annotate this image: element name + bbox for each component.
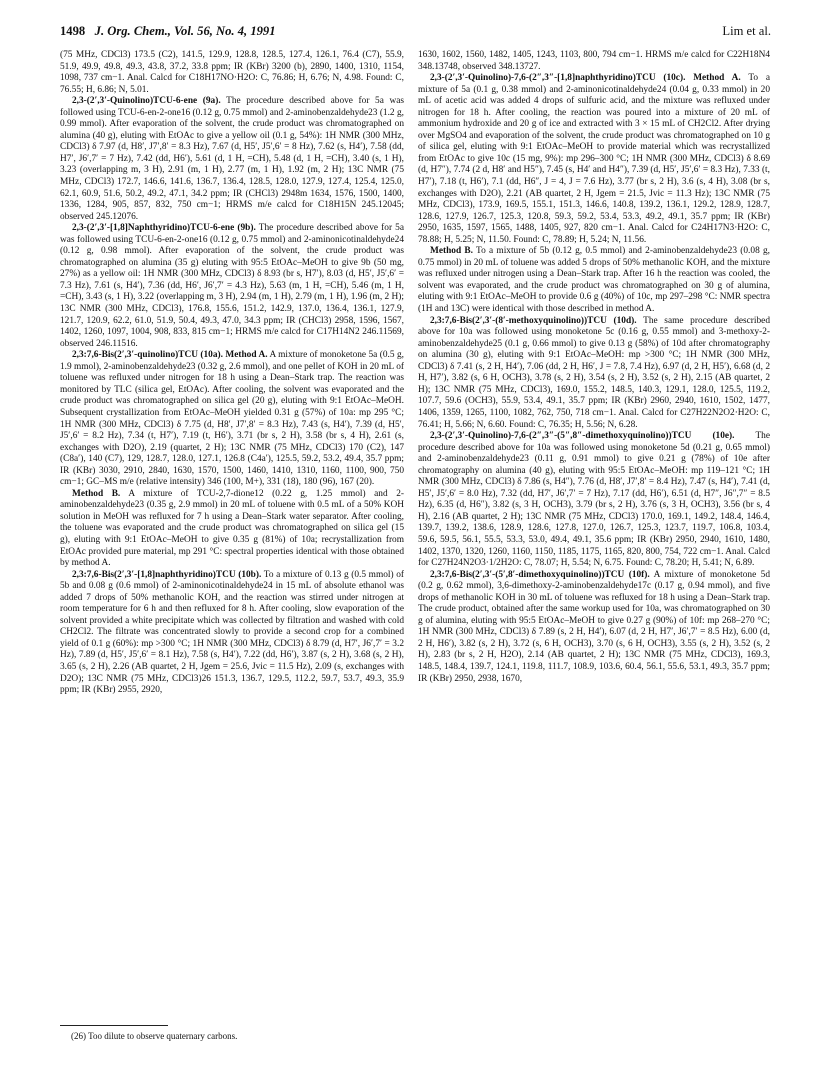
paragraph-text: To a mixture of 0.13 g (0.5 mmol) of 5b and 0.08 g (0.6 mmol) of 2-aminonicotinaldehyde24 in 15 mL of absolute ethanol was added 7 drops of 50% methanolic KOH, and the reaction was stirred under nitrogen at room temperature for 6 h and then refluxed for 8 h. After cooling, slow evaporation of the solvent provided a white precipitate which was collected by filtration and washed with cold CH2Cl2. The filtrate was concentrated slowly to provide a second crop for a combined yield of 0.1 g (60%): mp >300 °C; 1H NMR (300 MHz, CDCl3) δ 8.79 (d, H7′, J6′,7′ = 3.2 Hz), 7.89 (d, H5′, J5′,6′ = 8.1 Hz), 7.58 (s, H4′), 7.22 (dd, H6′), 3.87 (s, 2 H), 3.68 (s, 2 H), 3.65 (s, 2 H), 2.26 (AB quartet, 2 H, Jgem = 25.6, Jvic = 11.5 Hz), 2.09 (s, exchanges with D2O); 13C NMR (75 MHz, CDCl3)26 151.3, 136.7, 129.5, 112.2, 59.7, 53.7, 49.3, 35.9 ppm; IR (KBr) 2955, 2920, [60, 569, 405, 696]
page-number: 1498 [60, 24, 86, 38]
running-author: Lim et al. [722, 24, 771, 38]
footnote-divider [60, 1025, 168, 1026]
paragraph [418, 570, 770, 685]
paragraph-text: 1630, 1602, 1560, 1482, 1405, 1243, 1103, 800, 794 cm−1. HRMS m/e calcd for C22H18N4 348.13748, observed 348.13727. [418, 50, 770, 72]
paragraph-heading: 2,3:7,6-Bis(2′,3′-(8′-methoxyquinolino))TCU (10d). [430, 315, 637, 326]
paragraph [418, 50, 770, 73]
paragraph [60, 350, 404, 489]
paragraph-heading: Method B. [430, 246, 473, 257]
left-column [60, 50, 404, 697]
paragraph [60, 50, 404, 96]
paragraph-heading: 2,3:7,6-Bis(2′,3′-[1,8]naphthyridino)TCU (10b). [72, 569, 262, 580]
footnote: (26) Too dilute to observe quaternary carbons. [71, 1031, 238, 1041]
paragraph [60, 223, 404, 350]
paragraph [60, 570, 404, 697]
paragraph-text: (75 MHz, CDCl3) 173.5 (C2), 141.5, 129.9, 128.8, 128.5, 127.4, 126.1, 76.4 (C7), 55.9, 51.9, 49.9, 49.8, 49.3, 43.8, 37.2, 33.8 ppm; IR (KBr) 3200 (b), 2890, 1400, 1310, 1154, 1098, 737 cm−1. Anal. Calcd for C18H17NO·H2O: C, 76.86; H, 6.76; N, 4.98. Found: C, 76.55; H, 6.86; N, 5.01. [60, 50, 404, 95]
paragraph-text: The procedure described above for 10a was followed using monoketone 5d (0.21 g, 0.65 mmol) and 2-aminobenzaldehyde23 (0.11 g, 0.91 mmol) to give 0.21 g (78%) of 10e after chromatography on alumina (40 g), eluting with 95:5 EtOAc–MeOH: mp 119–121 °C; 1H NMR (300 MHz, CDCl3) δ 7.86 (s, H4″), 7.76 (d, H8′, J7′,8′ = 8.4 Hz), 7.47 (s, H4′), 7.41 (d, H5′, J5′,6′ = 8.0 Hz), 7.32 (dd, H7′, J6′,7′ = 7 Hz), 7.17 (dd, H6′), 6.51 (d, H7″, J6″,7″ = 8.5 Hz), 6.35 (d, H6″), 3.82 (s, 3 H, OCH3), 3.79 (br s, 2 H), 3.76 (s, 3 H, OCH3), 3.56 (br s, 4 H), 2.16 (AB quartet, 2 H); 13C NMR (75 MHz, CDCl3) 170.0, 169.1, 149.2, 148.4, 146.4, 139.7, 139.2, 138.6, 128.9, 128.6, 127.8, 127.0, 126.7, 125.3, 123.7, 119.7, 106.8, 103.4, 59.6, 59.5, 56.1, 55.5, 53.3, 53.0, 49.4, 49.1, 35.6 ppm; IR (KBr) 2950, 2940, 1610, 1480, 1402, 1370, 1320, 1260, 1160, 1150, 1185, 1175, 1165, 820, 800, 754, 722 cm−1. Anal. Calcd for C27H24N2O3·1/2H2O: C, 78.07; H, 5.54; N, 6.75. Found: C, 78.20; H, 5.41; N, 6.89. [418, 431, 770, 569]
right-column [418, 50, 770, 685]
paragraph [418, 246, 770, 315]
page-header [60, 24, 771, 42]
journal-citation: J. Org. Chem., Vol. 56, No. 4, 1991 [94, 24, 276, 38]
paragraph-heading: 2,3-(2′,3′-Quinolino)-7,6-(2″,3″-(5″,8″-dimethoxyquinolino))TCU (10e). [430, 431, 735, 442]
paragraph-text: The procedure described above for 5a was followed using TCU-6-en-2-one16 (0.12 g, 0.75 mmol) and 2-aminobenzaldehyde23 (1.2 g, 0.99 mmol). After evaporation of the solvent, the crude product was chromatographed on alumina (40 g), eluting with EtOAc to give a yellow oil (0.1 g, 54%): 1H NMR (300 MHz, CDCl3) δ 7.97 (d, H8′, J7′,8′ = 8.3 Hz), 7.67 (d, H5′, J5′,6′ = 8 Hz), 7.62 (s, H4′), 7.58 (dd, H7′, J6′,7′ = 7 Hz), 7.42 (dd, H6′), 5.61 (d, 1 H, =CH), 5.48 (d, 1 H, =CH), 3.40 (s, 1 H), 3.23 (overlapping m, 3 H), 2.91 (m, 1 H), 2.77 (m, 1 H), 1.92 (m, 2 H); 13C NMR (75 MHz, CDCl3) 172.7, 146.6, 141.6, 136.7, 136.4, 128.5, 128.0, 127.9, 127.4, 125.4, 125.0, 62.1, 60.9, 51.6, 50.2, 49.2, 47.1, 34.2 ppm; IR (CHCl3) 2948m 1634, 1576, 1500, 1400, 1336, 1284, 905, 857, 832, 750 cm−1; HRMS m/e calcd for C18H15N 245.12045; observed 245.12076. [60, 96, 405, 222]
paragraph-text: To a mixture of 5a (0.1 g, 0.38 mmol) and 2-aminonicotinaldehyde24 (0.04 g, 0.33 mmol) in 20 mL of acetic acid was added 4 drops of sulfuric acid, and the mixture was refluxed under nitrogen for 18 h. After cooling, the reaction was poured into a mixture of 20 mL of ammonium hydroxide and 20 g of ice and extracted with 3 × 15 mL of CH2Cl2. After drying over MgSO4 and evaporation of the solvent, the crude product was chromatographed on 10 g of silica gel, eluting with 9:1 EtOAc–MeOH to provide material which was recrystallized from EtOAc to give 10c (15 mg, 9%): mp 296–300 °C; 1H NMR (300 MHz, CDCl3) δ 8.69 (d, H7″), 7.74 (2 d, H8′ and H5″), 7.45 (s, H4′ and H4″), 7.39 (d, H5′, J5′,6′ = 8.3 Hz), 7.33 (t, H7′), 7.18 (t, H6′), 7.1 (dd, H6″, J = 4, J = 7.6 Hz), 3.77 (br s, 2 H), 3.6 (s, 4 H), 3.08 (br s, exchanges with D2O), 2.21 (AB quartet, 2 H, Jgem = 21.5, Jvic = 11.3 Hz); 13C NMR (75 MHz, CDCl3), 173.9, 169.5, 155.1, 151.3, 146.6, 140.8, 139.2, 136.1, 129.2, 128.9, 128.7, 128.6, 127.9, 126.7, 125.3, 120.8, 59.3, 59.2, 53.4, 53.3, 49.2, 49.1, 35.7 ppm; IR (KBr) 2950, 1635, 1597, 1565, 1488, 1405, 927, 820 cm−1. Anal. Calcd for C24H17N3·H2O: C, 78.88; H, 5.25; N, 11.50. Found: C, 78.89; H, 5.24; N, 11.56. [418, 73, 770, 245]
paragraph [60, 489, 404, 570]
paragraph-text: The same procedure described above for 10a was followed using monoketone 5c (0.16 g, 0.55 mmol) and 3-methoxy-2-aminobenzaldehyde25 (0.1 g, 0.66 mmol) to give 0.13 g (58%) of 10d after chromatography on alumina (30 g), eluting with 9:1 EtOAc–MeOH: mp >300 °C; 1H NMR (300 MHz, CDCl3) δ 7.41 (s, 2 H, H4′), 7.06 (dd, 2 H, H6′, J = 7.8, 7.4 Hz), 6.97 (d, 2 H, H5′), 6.68 (d, 2 H, H7′), 3.82 (s, 6 H, OCH3), 3.78 (s, 2 H), 3.54 (s, 2 H), 3.52 (s, 2 H), 2.15 (AB quartet, 2 H); 13C NMR (75 MHz, CDCl3), 169.0, 155.2, 148.5, 140.3, 129.1, 128.0, 125.5, 119.2, 107.7, 59.6 (OCH3), 55.9, 53.4, 49.1, 35.7 ppm; IR (KBr) 2960, 2940, 1610, 1502, 1477, 1406, 1359, 1265, 1100, 1082, 762, 750, 718 cm−1. Anal. Calcd for C27H22N2O2·H2O: C, 76.41; H, 5.66; N, 6.60. Found: C, 76.35; H, 5.56; N, 6.28. [418, 315, 770, 430]
paragraph [60, 96, 404, 223]
paragraph-heading: 2,3:7,6-Bis(2′,3′-quinolino)TCU (10a). Method A. [72, 350, 268, 361]
paragraph [418, 316, 770, 431]
paragraph-text: A mixture of TCU-2,7-dione12 (0.22 g, 1.25 mmol) and 2-aminobenzaldehyde23 (0.35 g, 2.9 mmol) in 20 mL of toluene with 0.5 mL of a 50% KOH solution in MeOH was refluxed for 7 h using a Dean–Stark water separator. After cooling, the toluene was evaporated and the crude product was chromatographed on silica gel (15 g), eluting with 9:1 EtOAc–MeOH to give 0.35 g (81%) of 10a; recrystallization from EtOAc provided pure material, mp 291 °C: spectral properties identical with those obtained by method A. [60, 488, 404, 569]
paragraph-text: The procedure described above for 5a was followed using TCU-6-en-2-one16 (0.12 g, 0.75 mmol) and 2-aminonicotinaldehyde24 (0.12 g, 0.98 mmol). After evaporation of the solvent, the crude product was chromatographed on alumina (35 g) eluting with 95:5 EtOAc–MeOH to give 9b (50 mg, 27%) as a yellow oil: 1H NMR (300 MHz, CDCl3) δ 8.93 (br s, H7′), 8.03 (d, H5′, J5′,6′ = 7.3 Hz), 7.61 (s, H4′), 7.36 (dd, H6′, J6′,7′ = 4.3 Hz), 5.63 (m, 1 H, =CH), 5.46 (m, 1 H, =CH), 3.43 (s, 1 H), 3.22 (overlapping m, 3 H), 2.94 (m, 1 H), 2.79 (m, 1 H), 1.96 (m, 2 H); 13C NMR (300 MHz, CDCl3), 176.8, 155.6, 151.2, 142.9, 137.0, 136.4, 136.1, 127.9, 121.7, 120.9, 62.2, 61.0, 51.9, 50.4, 49.3, 47.0, 34.3 ppm; IR (CHCl3) 2958, 1596, 1567, 1402, 1260, 1097, 1004, 908, 833, 815 cm−1; HRMS m/e calcd for C17H14N2 246.11569, observed 246.11516. [60, 223, 404, 349]
paragraph-heading: 2,3-(2′,3′-Quinolino)-7,6-(2″,3″-[1,8]naphthyridino)TCU (10c). Method A. [430, 73, 741, 84]
paragraph-text: A mixture of monoketone 5a (0.5 g, 1.9 mmol), 2-aminobenzaldehyde23 (0.32 g, 2.6 mmol), and one pellet of KOH in 20 mL of toluene was refluxed under nitrogen for 18 h using a Dean–Stark trap. The reaction was monitored by TLC (silica gel, EtOAc). After cooling, the solvent was evaporated and the crude product was chromatographed on silica gel (20 g), eluting with 9:1 EtOAc–MeOH. Subsequent crystallization from EtOAc–MeOH yielded 0.31 g (57%) of 10a: mp 295 °C; 1H NMR (300 MHz, CDCl3) δ 7.75 (d, H8′, J7′,8′ = 8.3 Hz), 7.43 (s, H4′), 7.39 (d, H5′, J5′,6′ = 8.2 Hz), 7.34 (t, H7′), 7.19 (t, H6′), 3.71 (br s, 2 H), 3.58 (br s, 4 H), 2.61 (s, exchanges with D2O), 2.19 (quartet, 2 H); 13C NMR (75 MHz, CDCl3) 170 (C2), 147 (C8a′), 140 (C7), 129, 128.7, 128.0, 127.1, 126.8 (C4a′), 125.5, 59.2, 53.2, 49.4, 35.7 ppm; IR (KBr) 3030, 2910, 2840, 1630, 1570, 1500, 1460, 1410, 1310, 1160, 1100, 900, 750 cm−1; GC–MS m/e (relative intensity) 346 (100, M+), 331 (18), 180 (96), 167 (20). [60, 350, 405, 488]
paragraph-heading: 2,3:7,6-Bis(2′,3′-(5′,8′-dimethoxyquinolino))TCU (10f). [430, 569, 650, 580]
paragraph-heading: 2,3-(2′,3′-[1,8]Naphthyridino)TCU-6-ene (9b). [72, 223, 256, 234]
paragraph-heading: 2,3-(2′,3′-Quinolino)TCU-6-ene (9a). [72, 96, 221, 107]
paragraph-text: To a mixture of 5b (0.12 g, 0.5 mmol) and 2-aminobenzaldehyde23 (0.08 g, 0.75 mmol) in 20 mL of toluene was added 5 drops of 50% methanolic KOH, and the mixture was refluxed under nitrogen using a Dean–Stark trap. After 16 h the reaction was cooled, the solvent was evaporated, and the crude product was chromatographed on 30 g of alumina, eluting with 9:1 EtOAc–MeOH to provide 0.6 g (40%) of 10c, mp 297–298 °C: NMR spectra (1H and 13C) were identical with those described in method A. [418, 246, 771, 315]
paragraph [418, 431, 770, 570]
paragraph [418, 73, 770, 246]
paragraph-text: A mixture of monoketone 5d (0.2 g, 0.62 mmol), 3,6-dimethoxy-2-aminobenzaldehyde17c (0.17 g, 0.94 mmol), and five drops of methanolic KOH in 30 mL of toluene was refluxed for 18 h using a Dean–Stark trap. The crude product, obtained after the same workup used for 10a, was chromatographed on 30 g of alumina, eluting with 95:5 EtOAc–MeOH to give 0.27 g (90%) of 10f: mp 268–270 °C; 1H NMR (300 MHz, CDCl3) δ 7.89 (s, 2 H, H4′), 6.07 (d, 2 H, H7′, J6′,7′ = 8.5 Hz), 6.00 (d, 2 H, H6′), 3.82 (s, 2 H), 3.72 (s, 6 H, OCH3), 3.70 (s, 6 H, OCH3), 3.55 (s, 2 H), 3.52 (s, 2 H), 2.83 (br s, 2 H, H2O), 2.14 (AB quartet, 2 H); 13C NMR (75 MHz, CDCl3), 169.3, 148.5, 148.4, 139.7, 124.1, 119.8, 111.7, 108.9, 103.6, 60.4, 56.1, 55.6, 53.1, 49.3, 35.7 ppm; IR (KBr) 2950, 2938, 1670, [418, 569, 770, 684]
paragraph-heading: Method B. [72, 488, 121, 499]
